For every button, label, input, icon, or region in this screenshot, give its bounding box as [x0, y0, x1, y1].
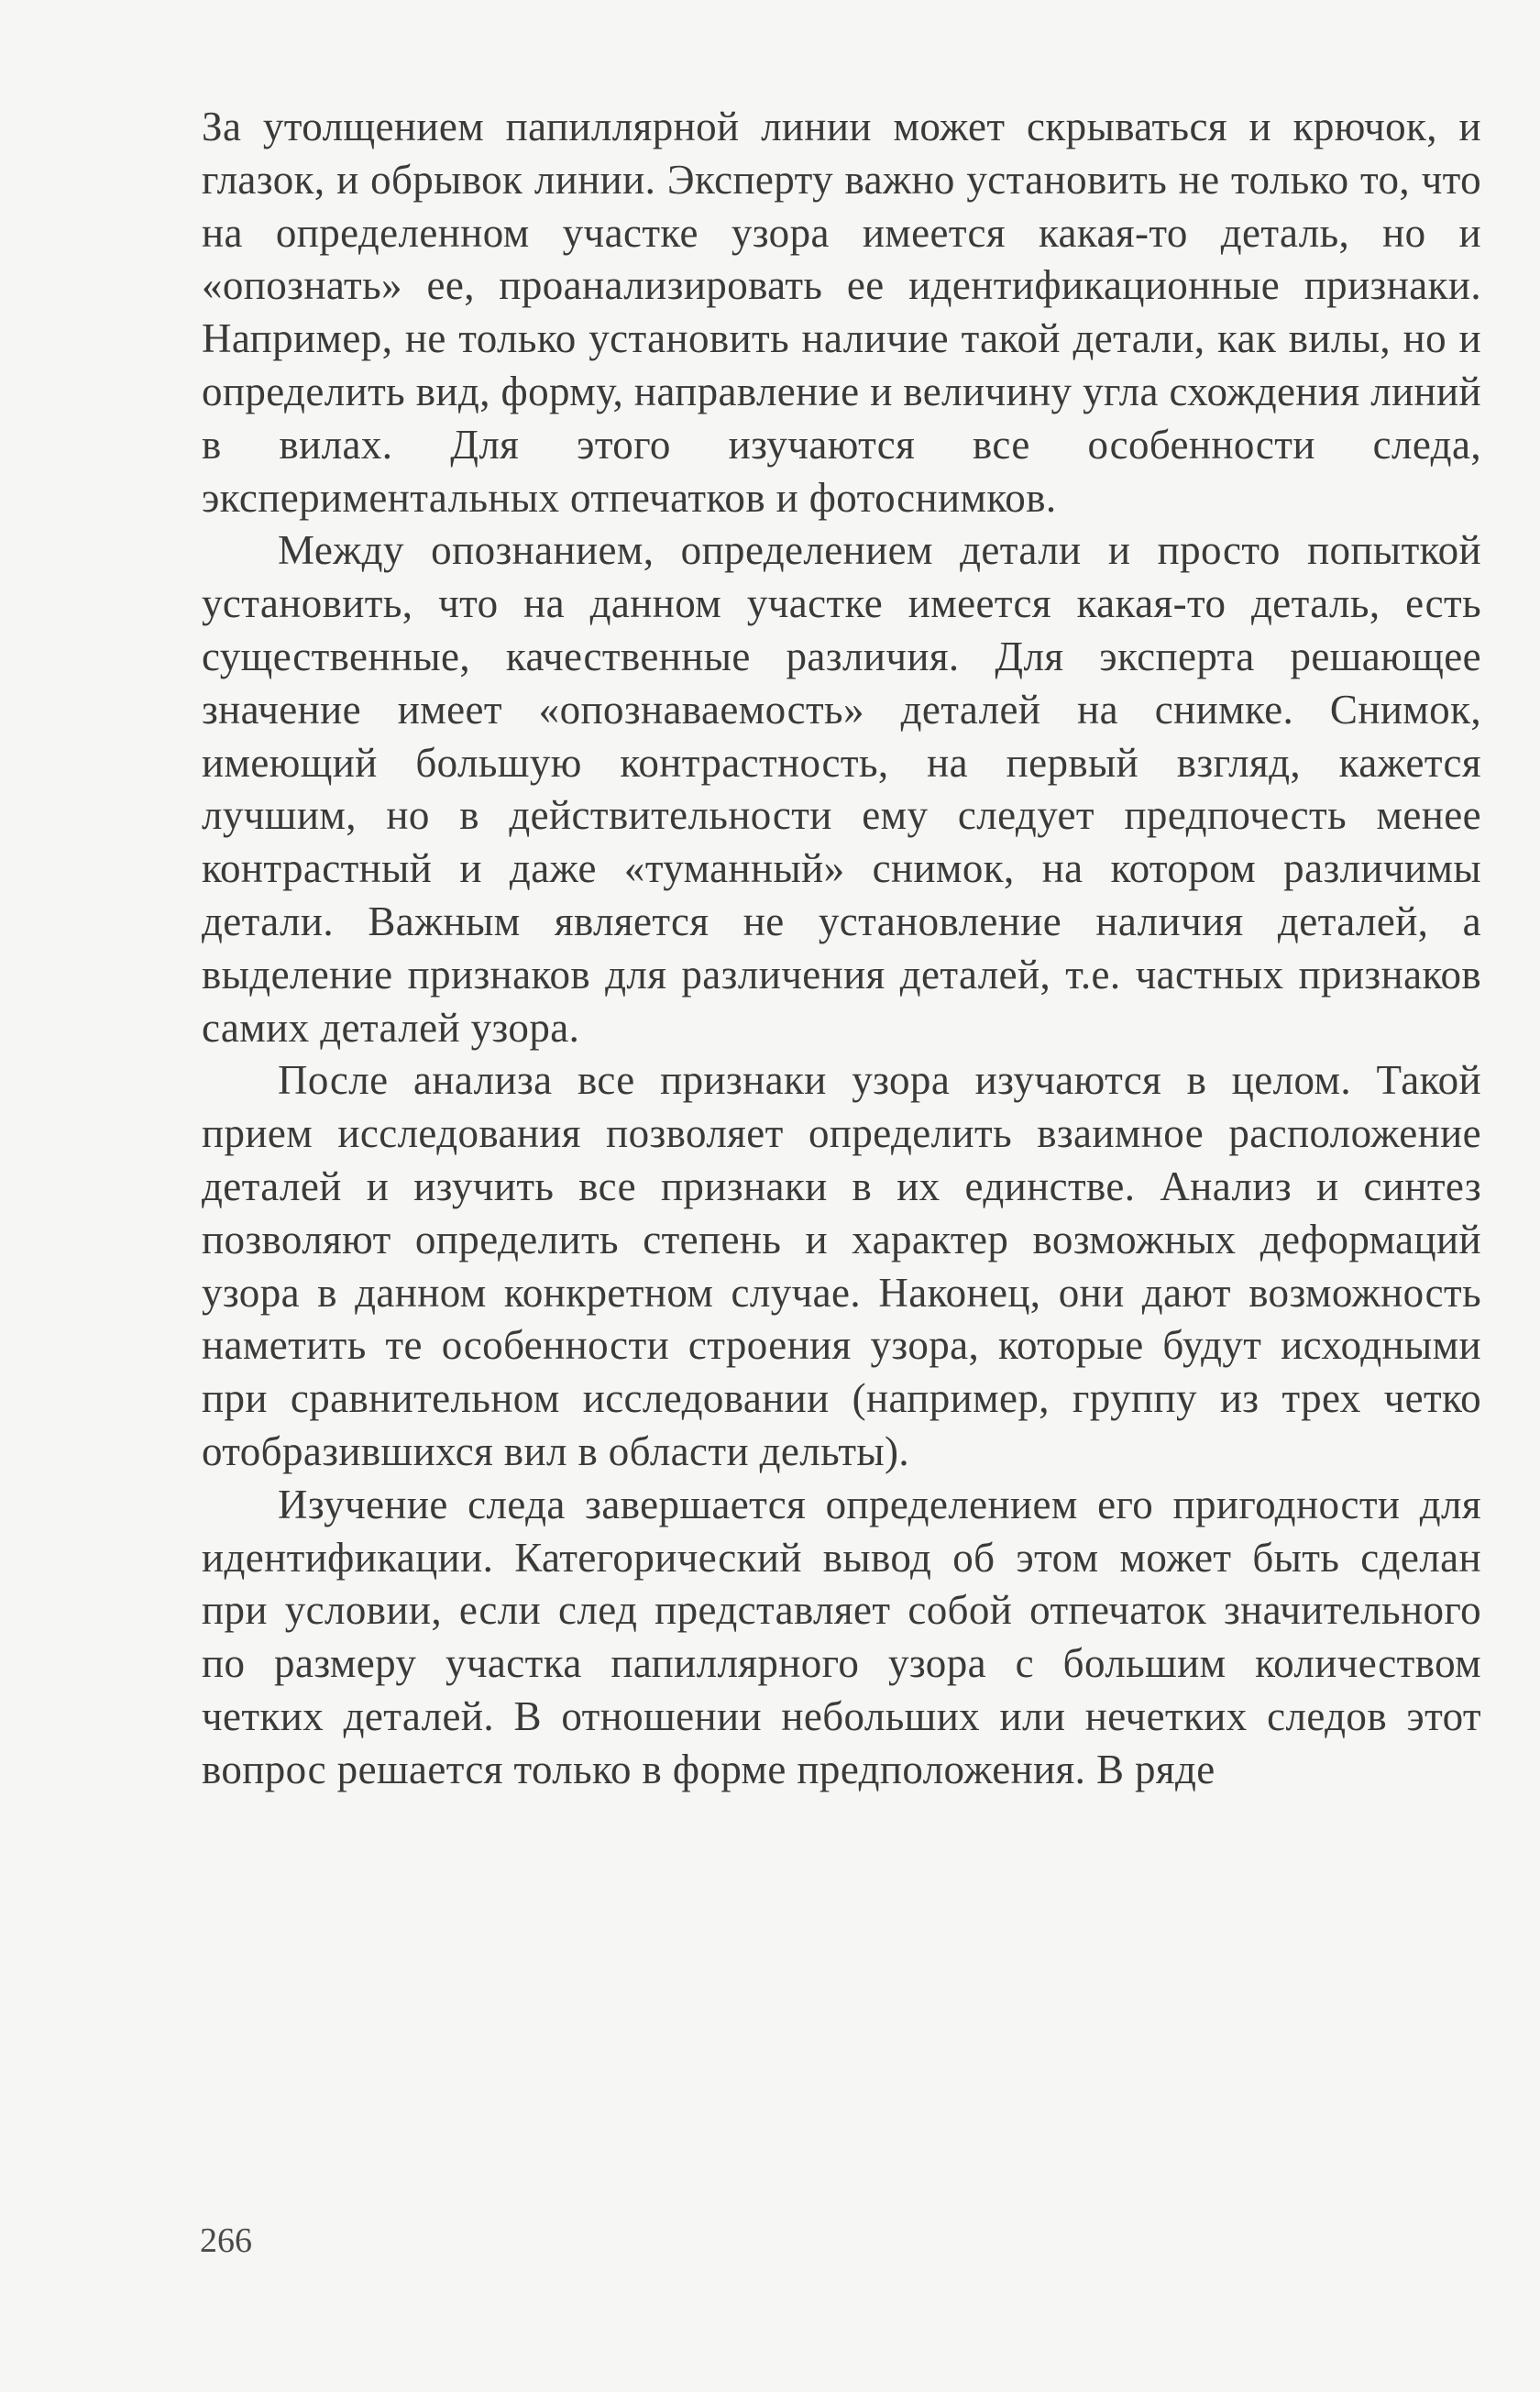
page-number: 266 — [200, 2221, 252, 2260]
paragraph-4: Изучение следа завершается определением его пригодности для идентификации. Категорический вывод об этом может быть сделан при условии, если след представляет собой отпечаток значительного по размеру участка папиллярного узора с большим количеством четких деталей. В отношении небольших или нечетких следов этот вопрос решается только в форме предположения. В ряде — [202, 1481, 1481, 1792]
body-text — [202, 101, 1481, 1797]
paragraph-2: Между опознанием, определением детали и просто попыткой установить, что на данном участке имеется какая-то деталь, есть существенные, качественные различия. Для эксперта решающее значение имеет «опознаваемость» деталей на снимке. Снимок, имеющий большую контрастность, на первый взгляд, кажется лучшим, но в действительности ему следует предпочесть менее контрастный и даже «туманный» снимок, на котором различимы детали. Важным является не установление наличия деталей, а выделение признаков для различения деталей, т.е. частных признаков самих деталей узора. — [202, 527, 1481, 1051]
paragraph-3: После анализа все признаки узора изучаются в целом. Такой прием исследования позволяет определить взаимное расположение деталей и изучить все признаки в их единстве. Анализ и синтез позволяют определить степень и характер возможных деформаций узора в данном конкретном случае. Наконец, они дают возможность наметить те особенности строения узора, которые будут исходными при сравнительном исследовании (например, группу из трех четко отобразившихся вил в области дельты). — [202, 1057, 1481, 1474]
paragraph-1: За утолщением папиллярной линии может скрываться и крючок, и глазок, и обрывок линии. Эксперту важно установить не только то, что на определенном участке узора имеется какая-то деталь, но и «опознать» ее, проанализировать ее идентификационные признаки. Например, не только установить наличие такой детали, как вилы, но и определить вид, форму, направление и величину угла схождения линий в вилах. Для этого изучаются все особенности следа, экспериментальных отпечатков и фотоснимков. — [202, 104, 1481, 521]
